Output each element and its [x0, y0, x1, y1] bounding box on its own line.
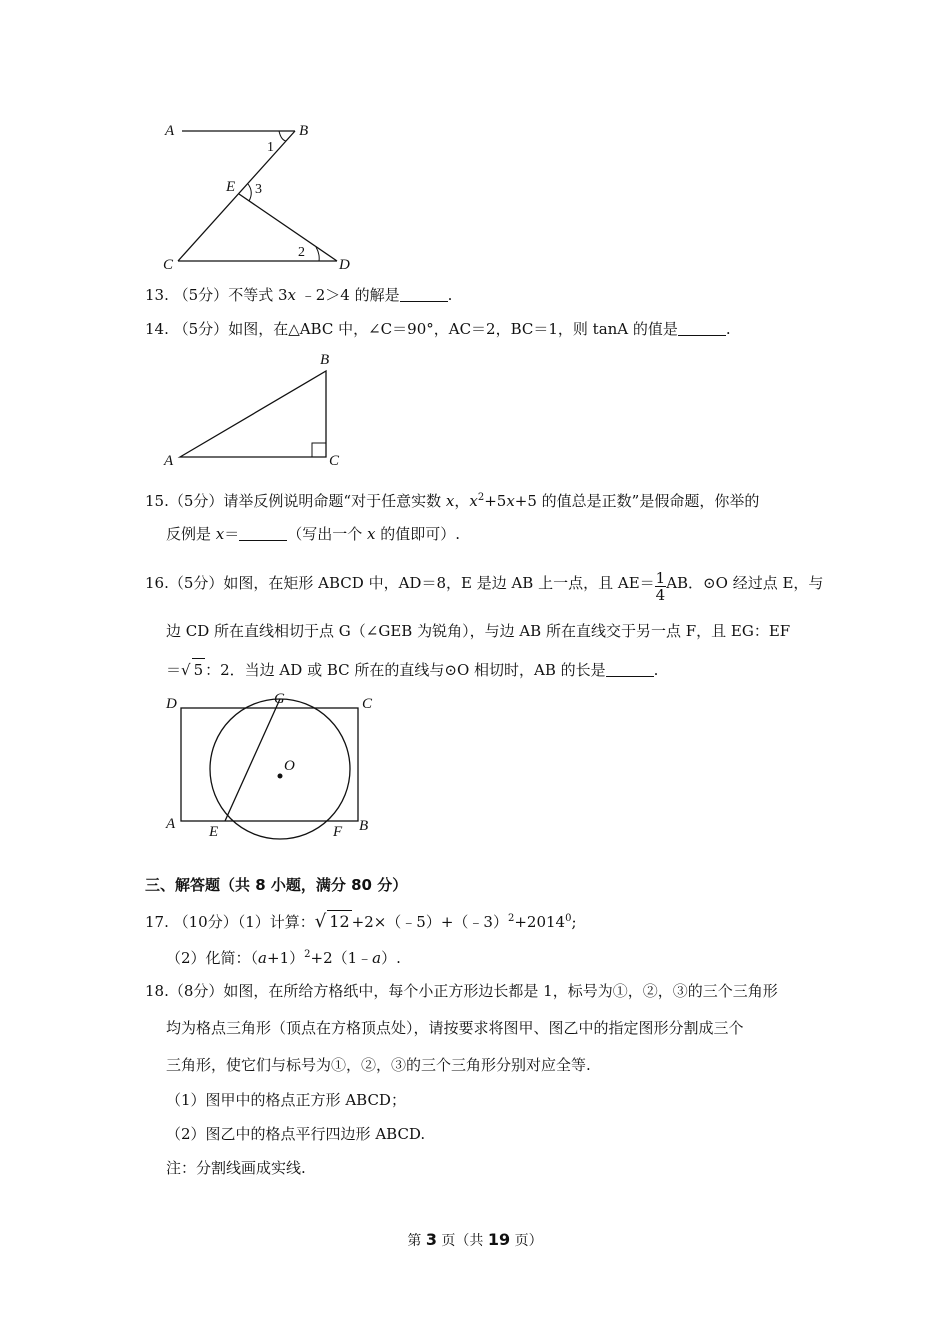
- question-18-line-1: 18.（8分）如图，在所给方格纸中，每个小正方形边长都是 1，标号为①，②，③的三个三角形: [145, 982, 778, 1000]
- question-18-line-2: 均为格点三角形（顶点在方格顶点处），请按要求将图甲、图乙中的指定图形分割成三个: [166, 1019, 744, 1037]
- sqrt-symbol: √: [181, 661, 191, 679]
- label-a: A: [165, 123, 175, 139]
- label-e: E: [209, 824, 219, 840]
- segment-bc: [178, 131, 295, 261]
- rectangle-abcd: [181, 708, 358, 821]
- center-point: [278, 774, 283, 779]
- label-a: A: [164, 453, 174, 469]
- question-17-part-2: （2）化简：$(a+1)^2+2(1﹣a)$.: [166, 949, 401, 967]
- figure-rectangle-circle: [163, 688, 383, 848]
- question-16-line-2: 边 CD 所在直线相切于点 G（∠GEB 为锐角），与边 AB 所在直线交于另一点 F，且 EG：EF: [166, 622, 791, 640]
- label-angle-2: 2: [298, 245, 305, 260]
- answer-blank: [678, 321, 726, 336]
- question-17-part-1: 17. （10分）（1）计算：√ $12 +2\times(﹣5)+(﹣3)^2+2014^0$;: [145, 911, 577, 932]
- segment-ed: [239, 194, 337, 261]
- question-15-line-2: 反例是 x＝ （写出一个 x 的值即可）.: [166, 525, 461, 543]
- figure-right-triangle: [160, 348, 360, 470]
- question-14: 14. （5分）如图，在△ABC 中，∠C＝90°，AC＝2，BC＝1，则 tanA 的值是 .: [145, 320, 731, 338]
- question-13: 13. （5分）不等式 3x ﹣2＞4 的解是 .: [145, 286, 453, 304]
- label-d: D: [166, 696, 177, 712]
- label-c: C: [362, 696, 373, 712]
- question-15-line-1: 15.（5分）请举反例说明命题“对于任意实数 x，$x^2+5x+5$ 的值总是正数”是假命题，你举的: [145, 492, 760, 510]
- question-16-line-1: 16.（5分）如图，在矩形 ABCD 中，AD＝8，E 是边 AB 上一点，且 AE＝ $\frac{1}{4}$ AB．⊙O 经过点 E，与: [145, 569, 824, 604]
- triangle-abc: [180, 371, 326, 457]
- right-angle-mark: [312, 443, 326, 457]
- label-a: A: [166, 816, 176, 832]
- label-o: O: [284, 758, 295, 774]
- label-c: C: [329, 453, 340, 469]
- answer-blank: [606, 662, 654, 677]
- circle-o: [210, 699, 350, 839]
- page-footer: 第 3 页（共 19 页）: [407, 1230, 543, 1249]
- label-c: C: [163, 257, 174, 273]
- label-b: B: [299, 123, 309, 139]
- label-d: D: [339, 257, 350, 273]
- question-18-sub-2: （2）图乙中的格点平行四边形 ABCD.: [166, 1125, 426, 1143]
- label-e: E: [226, 179, 236, 195]
- question-18-line-3: 三角形，使它们与标号为①，②，③的三个三角形分别对应全等.: [166, 1056, 591, 1074]
- label-g: G: [274, 691, 285, 707]
- label-angle-1: 1: [267, 140, 274, 155]
- label-b: B: [359, 818, 369, 834]
- label-b: B: [320, 352, 330, 368]
- sqrt-symbol: √: [314, 911, 327, 932]
- question-18-sub-1: （1）图甲中的格点正方形 ABCD；: [166, 1091, 406, 1109]
- section-3-heading: 三、解答题（共 8 小题，满分 80 分）: [145, 876, 408, 894]
- angle-mark-3: [248, 184, 251, 201]
- label-f: F: [333, 824, 343, 840]
- angle-mark-1: [279, 131, 286, 141]
- answer-blank: [400, 287, 448, 302]
- label-angle-3: 3: [255, 182, 262, 197]
- question-18-note: 注：分割线画成实线.: [166, 1159, 306, 1177]
- figure-parallel-lines: [160, 118, 360, 274]
- answer-blank: [239, 526, 287, 541]
- fraction-one-quarter: $\frac{1}{4}$: [655, 569, 666, 604]
- question-16-line-3: ＝√ 5 ：2．当边 AD 或 BC 所在的直线与⊙O 相切时，AB 的长是 .: [166, 658, 658, 681]
